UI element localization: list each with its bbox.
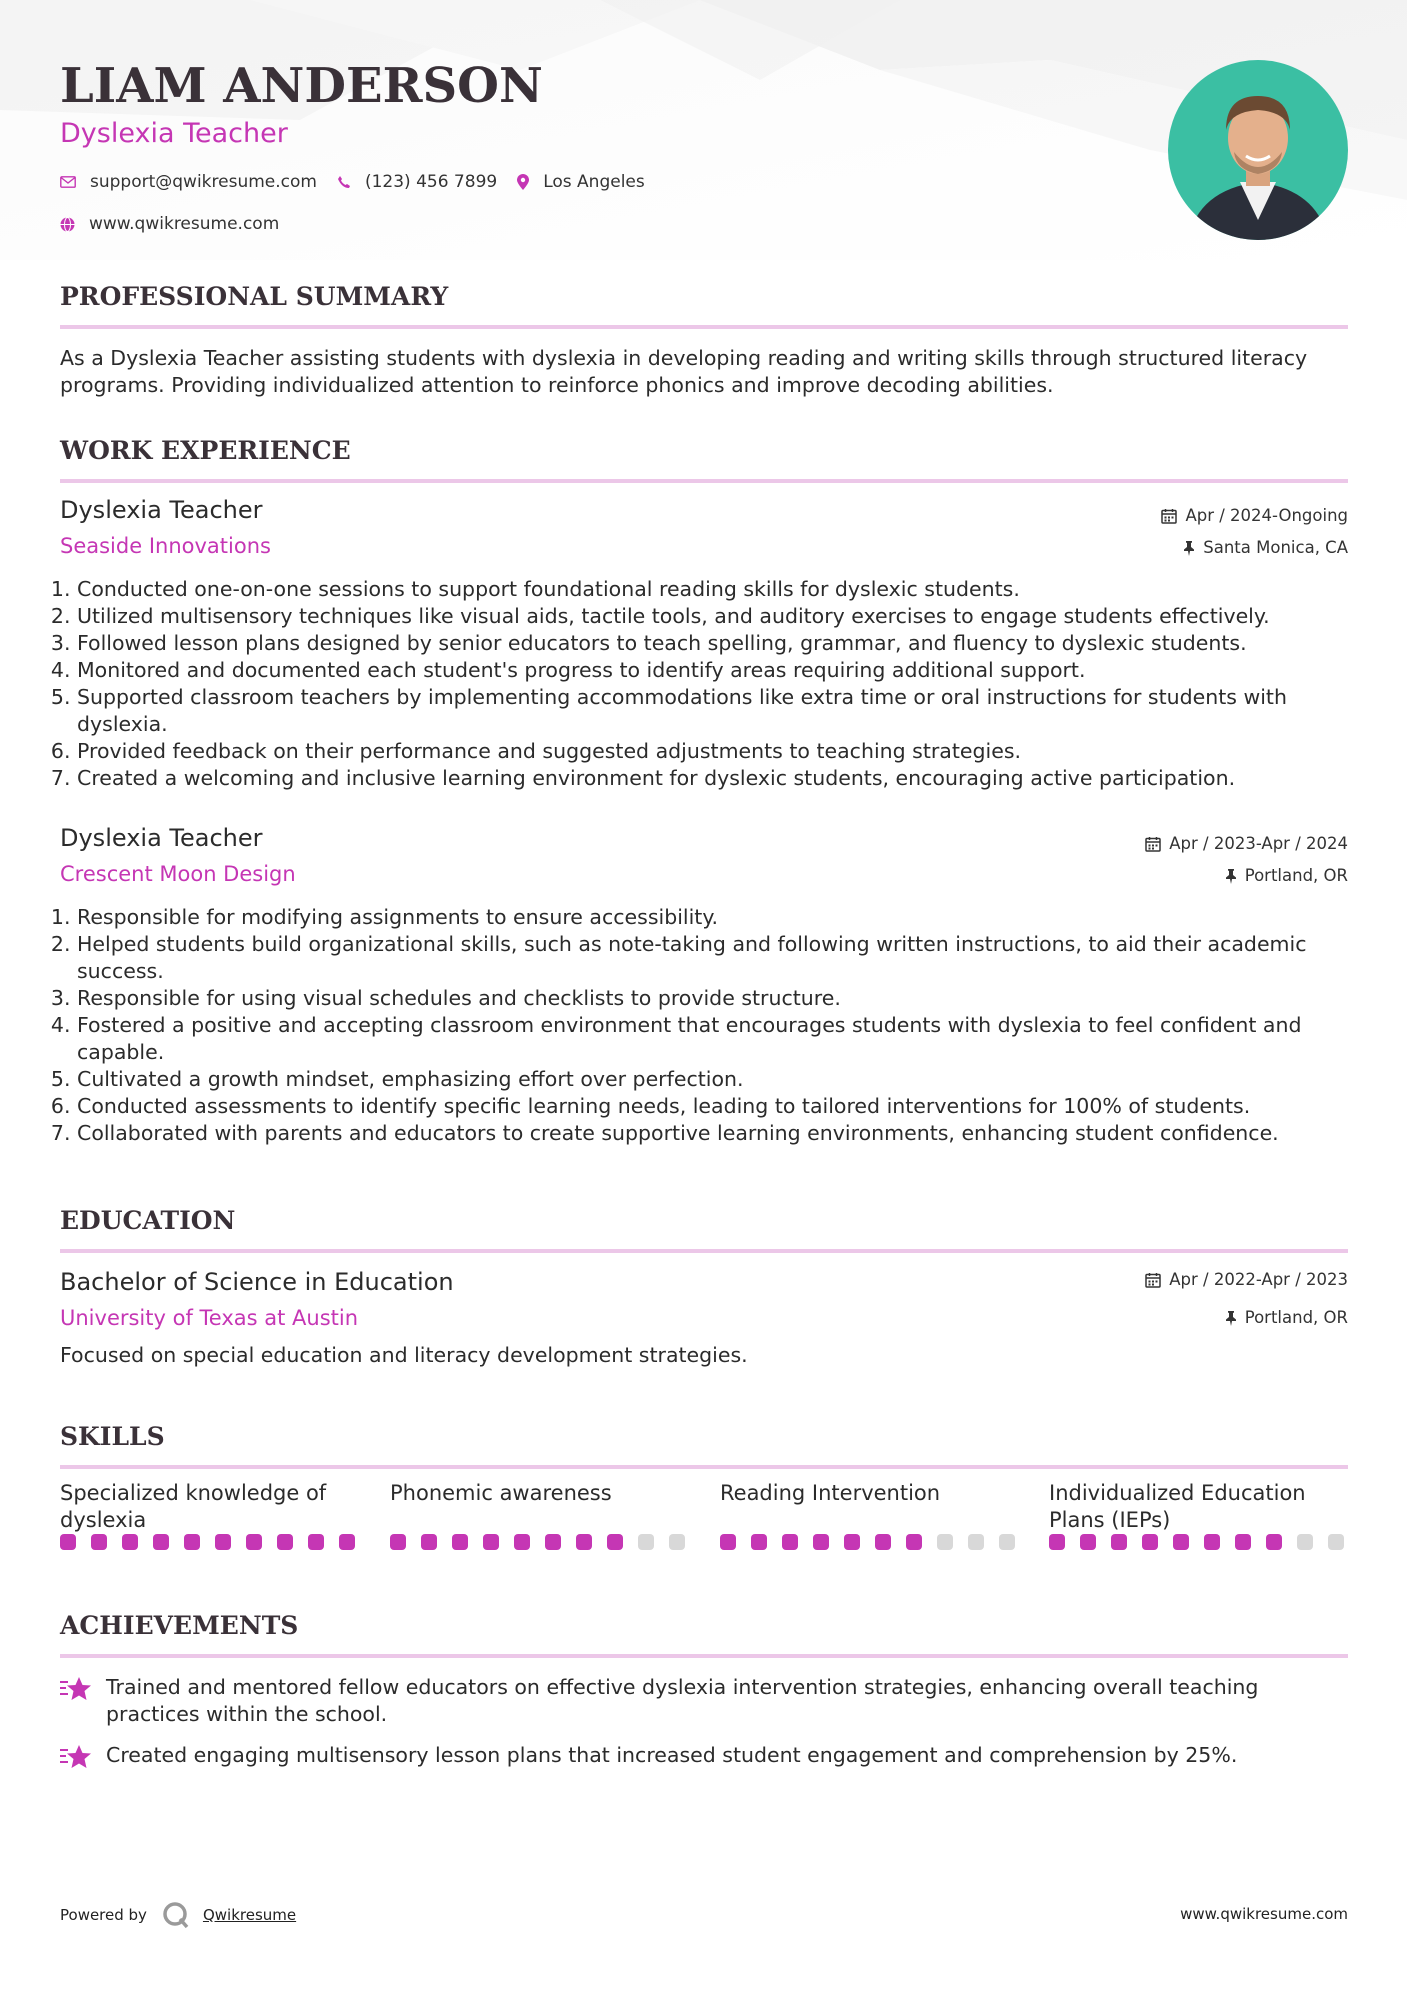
phone-item[interactable]	[337, 172, 497, 192]
rating-dot-filled	[1111, 1534, 1127, 1550]
qwikresume-link[interactable]: Qwikresume	[202, 1906, 297, 1924]
achievement-text: Created engaging multisensory lesson plans that increased student engagement and comprehension by 25%.	[106, 1743, 1238, 1767]
qwikresume-logo-icon	[161, 1900, 191, 1930]
summary-text: As a Dyslexia Teacher assisting students with dyslexia in developing reading and writing skills through structured literacy programs. Providing individualized attention to reinforce phonics and improve decoding abilities.	[60, 346, 1308, 397]
star-icon	[60, 1676, 92, 1702]
education-location	[1225, 1308, 1348, 1327]
rating-dot-filled	[813, 1534, 829, 1550]
skill-item	[390, 1480, 690, 1550]
envelope-icon	[60, 176, 76, 188]
achievement-item	[60, 1742, 1348, 1770]
rating-dot-filled	[339, 1534, 355, 1550]
location-text: Los Angeles	[543, 172, 645, 192]
rating-dot-filled	[1204, 1534, 1220, 1550]
job-role: Dyslexia Teacher	[60, 824, 263, 852]
pushpin-icon	[1225, 868, 1237, 884]
rating-dot-filled	[308, 1534, 324, 1550]
education-description: Focused on special education and literacy development strategies.	[60, 1343, 748, 1367]
skill-rating	[1049, 1534, 1349, 1550]
phone-text: (123) 456 7899	[364, 172, 498, 192]
list-item: 5. Supported classroom teachers by implementing accommodations like extra time or oral instructions for students with dyslexia.	[77, 684, 1365, 738]
list-item: 4. Fostered a positive and accepting classroom environment that encourages students with dyslexia to feel confident and capable.	[77, 1012, 1365, 1066]
rating-dot-filled	[122, 1534, 138, 1550]
footer-website[interactable]: www.qwikresume.com	[1180, 1905, 1348, 1923]
job-company: Seaside Innovations	[60, 534, 271, 558]
list-item: 3. Followed lesson plans designed by senior educators to teach spelling, grammar, and fluency to dyslexic students.	[77, 630, 1365, 657]
rating-dot-filled	[751, 1534, 767, 1550]
footer-powered-by	[60, 1900, 296, 1930]
pushpin-icon	[1225, 1310, 1237, 1326]
rating-dot-filled	[720, 1534, 736, 1550]
achievement-text: Trained and mentored fellow educators on effective dyslexia intervention strategies, enhancing overall teaching practices within the school.	[106, 1675, 1259, 1726]
rating-dot-filled	[91, 1534, 107, 1550]
list-item: 1. Conducted one-on-one sessions to support foundational reading skills for dyslexic students.	[77, 576, 1365, 603]
rating-dot-filled	[844, 1534, 860, 1550]
rating-dot-filled	[576, 1534, 592, 1550]
rating-dot-filled	[390, 1534, 406, 1550]
portrait-illustration	[1168, 60, 1348, 240]
list-item: 6. Provided feedback on their performance and suggested adjustments to teaching strategies.	[77, 738, 1365, 765]
list-item: 1. Responsible for modifying assignments to ensure accessibility.	[77, 904, 1365, 931]
rating-dot-filled	[607, 1534, 623, 1550]
rating-dot-filled	[782, 1534, 798, 1550]
job-location-text: Portland, OR	[1244, 866, 1348, 885]
rating-dot-empty	[1297, 1534, 1313, 1550]
achievements-heading: ACHIEVEMENTS	[60, 1611, 1348, 1658]
list-item: 3. Responsible for using visual schedules and checklists to provide structure.	[77, 985, 1365, 1012]
rating-dot-filled	[246, 1534, 262, 1550]
skill-item	[1049, 1480, 1349, 1550]
skill-item	[60, 1480, 360, 1550]
rating-dot-filled	[514, 1534, 530, 1550]
contact-row	[60, 172, 665, 192]
rating-dot-filled	[1142, 1534, 1158, 1550]
rating-dot-filled	[277, 1534, 293, 1550]
rating-dot-filled	[1235, 1534, 1251, 1550]
powered-by-label: Powered by	[60, 1906, 147, 1924]
star-icon	[60, 1744, 92, 1770]
skill-name: Individualized Education Plans (IEPs)	[1049, 1481, 1306, 1532]
education-location-text: Portland, OR	[1244, 1308, 1348, 1327]
rating-dot-filled	[1173, 1534, 1189, 1550]
rating-dot-filled	[875, 1534, 891, 1550]
list-item: 2. Helped students build organizational skills, such as note-taking and following written instructions, to aid their academic success.	[77, 931, 1365, 985]
list-item: 6. Conducted assessments to identify specific learning needs, leading to tailored interventions for 100% of students.	[77, 1093, 1365, 1120]
rating-dot-filled	[153, 1534, 169, 1550]
education-heading: EDUCATION	[60, 1206, 1348, 1253]
skill-rating	[60, 1534, 360, 1550]
rating-dot-empty	[638, 1534, 654, 1550]
job-location	[1225, 866, 1348, 885]
candidate-name: LIAM ANDERSON	[60, 58, 543, 114]
rating-dot-empty	[999, 1534, 1015, 1550]
rating-dot-filled	[1266, 1534, 1282, 1550]
rating-dot-empty	[1328, 1534, 1344, 1550]
calendar-icon	[1145, 836, 1161, 852]
rating-dot-empty	[937, 1534, 953, 1550]
skill-rating	[390, 1534, 690, 1550]
location-item	[517, 172, 645, 192]
job-location-text: Santa Monica, CA	[1203, 538, 1348, 557]
phone-icon	[337, 175, 351, 189]
job-company: Crescent Moon Design	[60, 862, 296, 886]
rating-dot-filled	[60, 1534, 76, 1550]
rating-dot-empty	[968, 1534, 984, 1550]
job-dates-text: Apr / 2024-Ongoing	[1185, 506, 1348, 525]
job-bullets	[60, 576, 1365, 792]
website-text: www.qwikresume.com	[89, 214, 280, 234]
job-dates	[1145, 834, 1348, 853]
email-text: support@qwikresume.com	[90, 172, 317, 192]
rating-dot-filled	[184, 1534, 200, 1550]
calendar-icon	[1161, 508, 1177, 524]
rating-dot-filled	[421, 1534, 437, 1550]
skill-name: Reading Intervention	[720, 1481, 941, 1505]
job-bullets	[60, 904, 1365, 1147]
map-pin-icon	[517, 174, 529, 190]
website-row	[60, 214, 299, 234]
rating-dot-empty	[669, 1534, 685, 1550]
candidate-title: Dyslexia Teacher	[60, 118, 288, 149]
skill-name: Phonemic awareness	[390, 1481, 612, 1505]
rating-dot-filled	[1080, 1534, 1096, 1550]
job-location	[1183, 538, 1348, 557]
skill-rating	[720, 1534, 1020, 1550]
rating-dot-filled	[1049, 1534, 1065, 1550]
calendar-icon	[1145, 1272, 1161, 1288]
rating-dot-filled	[906, 1534, 922, 1550]
rating-dot-filled	[483, 1534, 499, 1550]
summary-heading: PROFESSIONAL SUMMARY	[60, 282, 1348, 329]
rating-dot-filled	[215, 1534, 231, 1550]
education-dates-text: Apr / 2022-Apr / 2023	[1169, 1270, 1348, 1289]
education-dates	[1145, 1270, 1348, 1289]
job-role: Dyslexia Teacher	[60, 496, 263, 524]
list-item: 7. Created a welcoming and inclusive learning environment for dyslexic students, encouraging active participation.	[77, 765, 1365, 792]
rating-dot-filled	[545, 1534, 561, 1550]
achievement-item	[60, 1674, 1348, 1728]
pushpin-icon	[1183, 540, 1195, 556]
list-item: 7. Collaborated with parents and educators to create supportive learning environments, enhancing student confidence.	[77, 1120, 1365, 1147]
rating-dot-filled	[452, 1534, 468, 1550]
education-school: University of Texas at Austin	[60, 1306, 359, 1330]
experience-heading: WORK EXPERIENCE	[60, 436, 1348, 483]
avatar	[1168, 60, 1348, 240]
list-item: 4. Monitored and documented each student's progress to identify areas requiring additional support.	[77, 657, 1365, 684]
skill-name: Specialized knowledge of dyslexia	[60, 1481, 327, 1532]
list-item: 5. Cultivated a growth mindset, emphasizing effort over perfection.	[77, 1066, 1365, 1093]
email-item[interactable]	[60, 172, 317, 192]
skill-item	[720, 1480, 1020, 1550]
website-item[interactable]	[60, 214, 279, 234]
list-item: 2. Utilized multisensory techniques like visual aids, tactile tools, and auditory exercises to engage students effectively.	[77, 603, 1365, 630]
job-dates	[1161, 506, 1348, 525]
skills-heading: SKILLS	[60, 1422, 1348, 1469]
education-degree: Bachelor of Science in Education	[60, 1268, 454, 1296]
job-dates-text: Apr / 2023-Apr / 2024	[1169, 834, 1348, 853]
globe-icon	[60, 217, 75, 232]
